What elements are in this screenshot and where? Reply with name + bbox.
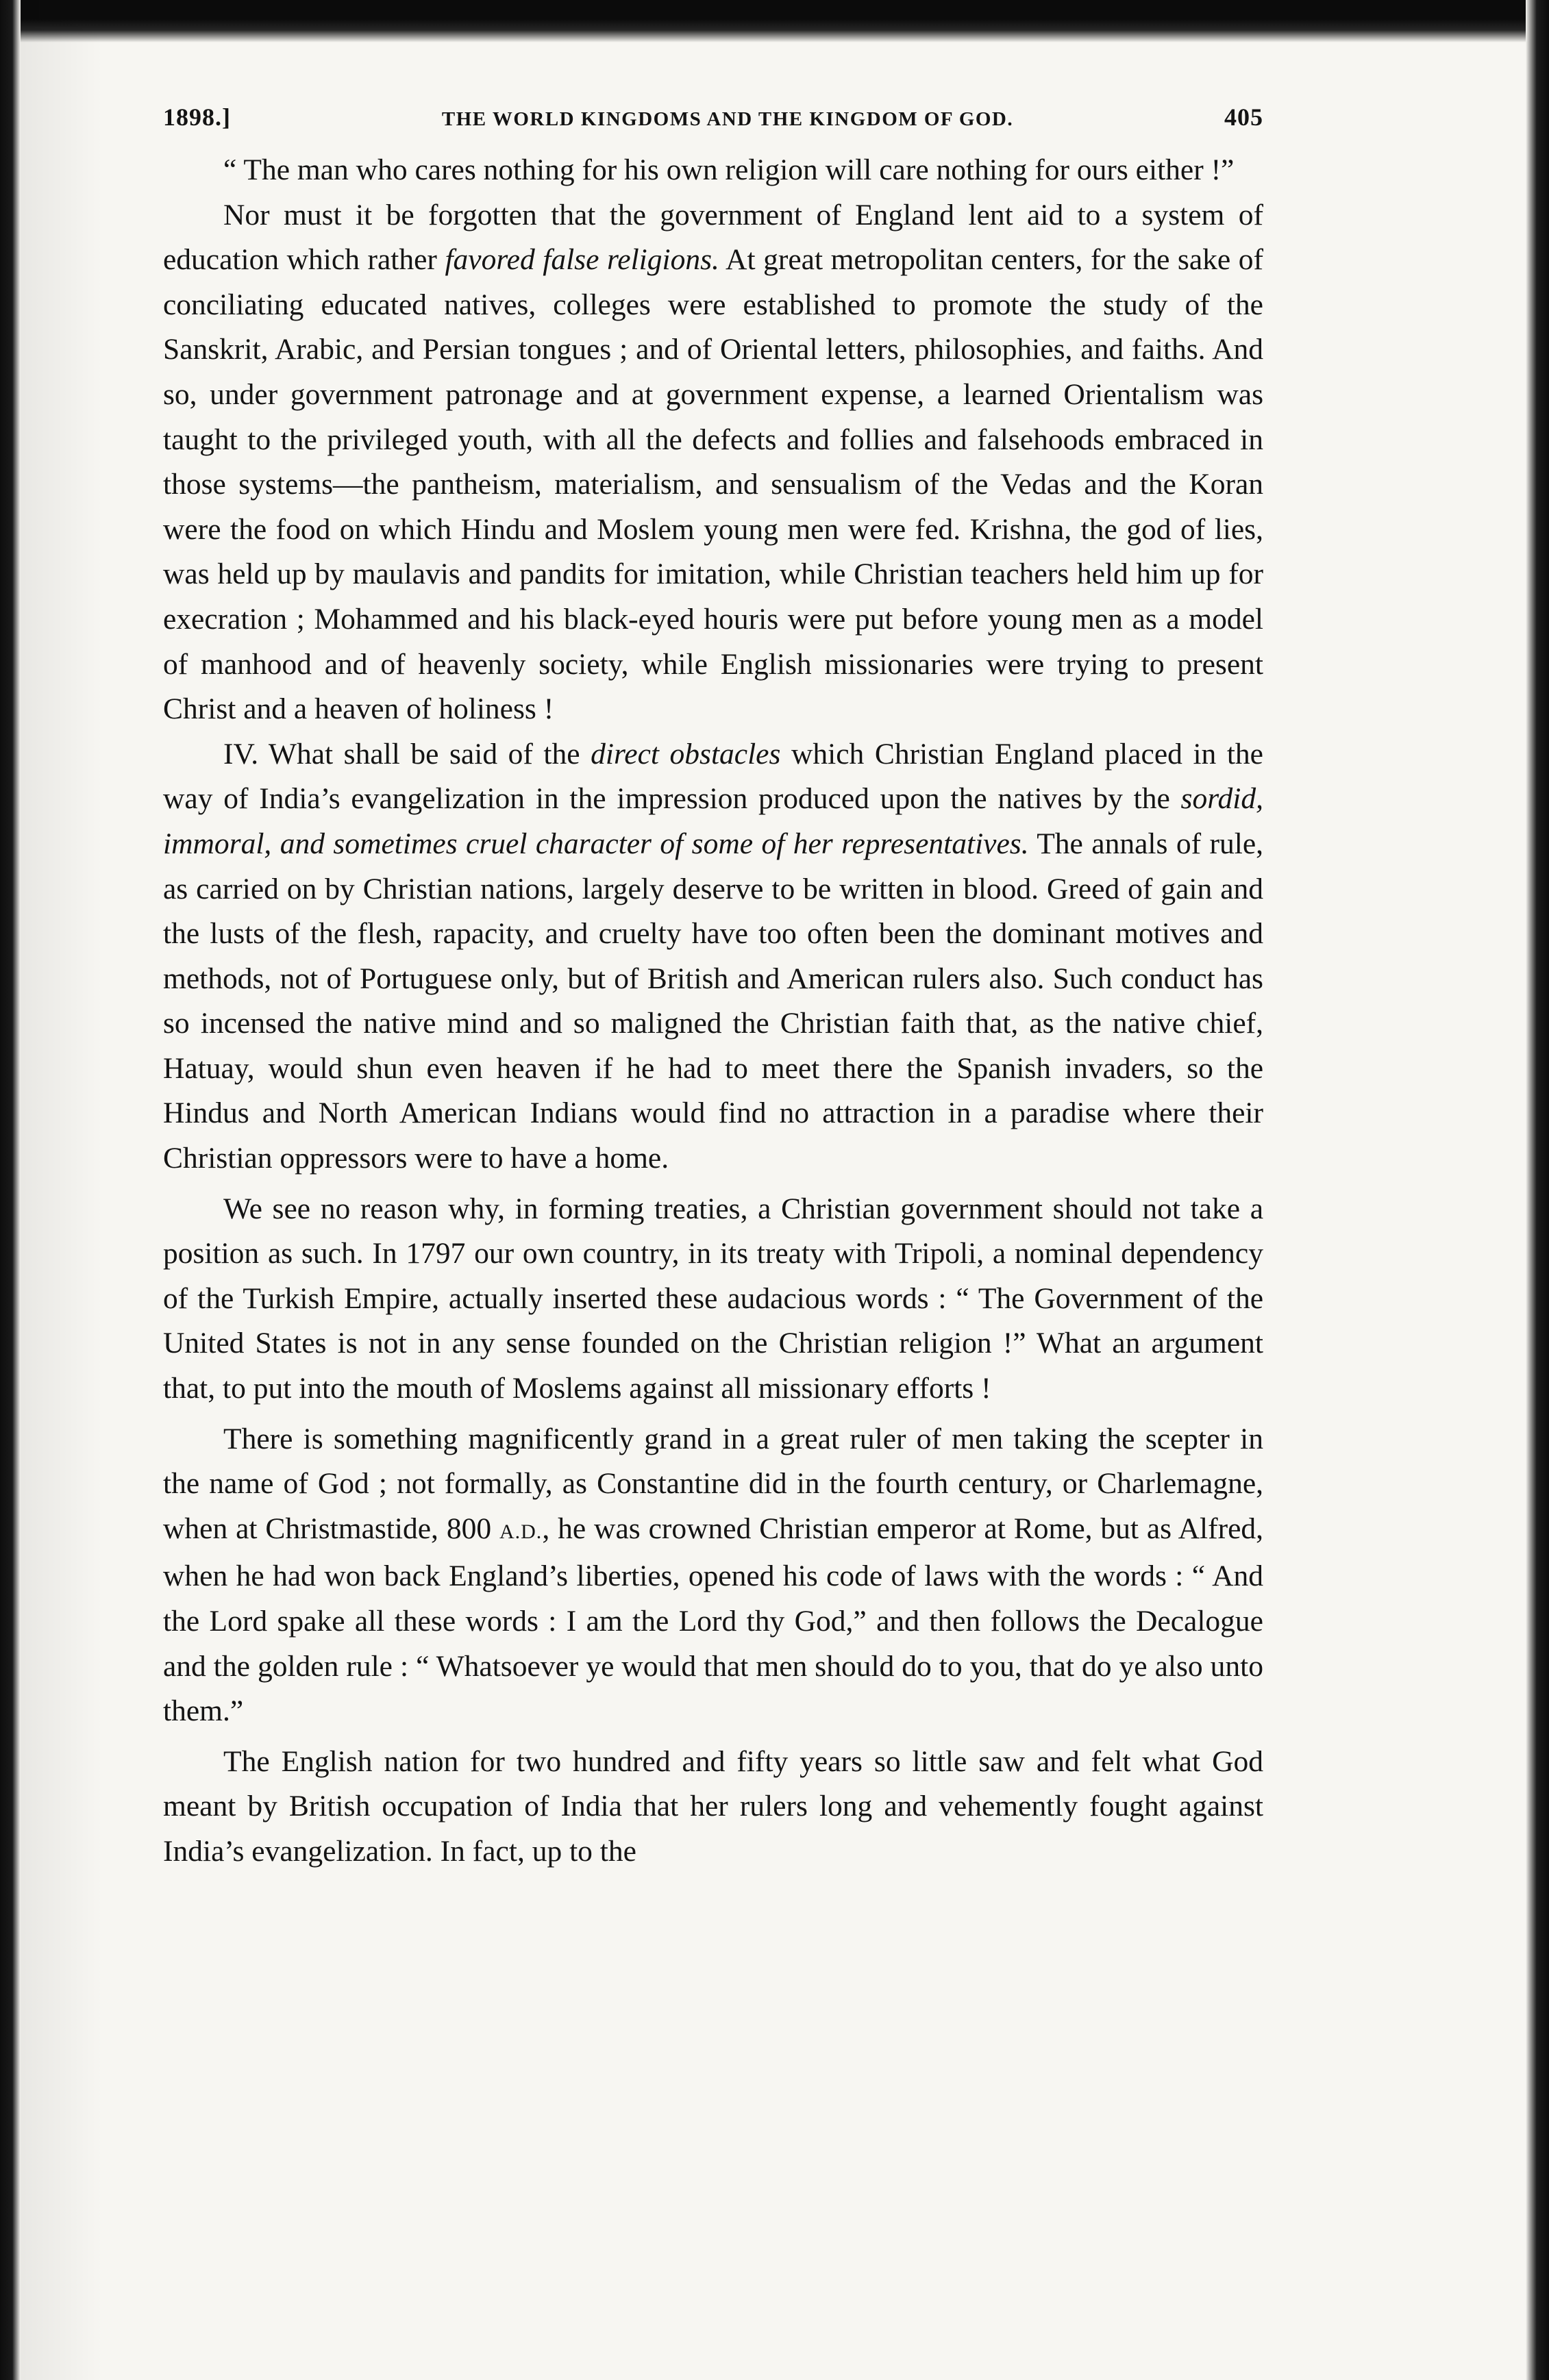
body-text <box>163 148 1263 1875</box>
scan-shadow-left <box>21 0 103 2380</box>
paragraph-6 <box>163 1740 1263 1875</box>
header-year: 1898.] <box>163 103 231 131</box>
paragraph-2-text-a: Nor must it be forgotten that the government of England lent aid to a system of education which rather <box>163 198 1263 277</box>
scan-edge-right <box>1526 0 1549 2380</box>
paragraph-2 <box>163 193 1263 732</box>
paragraph-3 <box>163 732 1263 1181</box>
paragraph-4 <box>163 1187 1263 1412</box>
book-page <box>163 103 1263 1875</box>
paragraph-1-text: “ The man who cares nothing for his own religion will care nothing for ours either !” <box>223 153 1235 186</box>
paragraph-3-italic-2: sordid, immoral, and sometimes cruel character of some of her representatives. <box>163 782 1263 860</box>
paragraph-5-text-a: There is something magnificently grand in a great ruler of men taking the scepter in the name of God ; not formally, as Constantine did in the fourth century, or Charlemagne, when at Christmastide, 800 <box>163 1422 1263 1545</box>
paragraph-3-italic-1: direct obstacles <box>591 737 781 771</box>
paragraph-5-text-c: , he was crowned Christian emperor at Rome, but as Alfred, when he had won back England’s liberties, opened his code of laws with the words : “ And the Lord spake all these words : I am the Lord thy God,” and then follows the Decalogue and the golden rule : “ Whatsoever ye would that men should do to you, that do ye also unto them.” <box>163 1512 1264 1728</box>
paragraph-3-text-c: which Christian England placed in the way of India’s evangelization in the impression produced upon the natives by the <box>163 737 1263 816</box>
page-number: 405 <box>1224 103 1263 131</box>
paragraph-4-text: We see no reason why, in forming treaties, a Christian government should not take a position as such. In 1797 our own country, in its treaty with Tripoli, a nominal dependency of the Turkish Empire, actually inserted these audacious words : “ The Government of the United States is not in any sense founded on the Christian religion !” What an argument that, to put into the mouth of Moslems against all missionary efforts ! <box>163 1192 1263 1405</box>
paragraph-5-small-caps: A.D. <box>499 1520 543 1543</box>
paragraph-2-text-c: At great metropolitan centers, for the sake of conciliating educated natives, colleges were established to promote the study of the Sanskrit, Arabic, and Persian tongues ; and of Oriental letters, philosophies, and faiths. And so, under government patronage and at government expense, a learned Orientalism was taught to the privileged youth, with all the defects and follies and falsehoods embraced in those systems—the pantheism, materialism, and sensualism of the Vedas and the Koran were the food on which Hindu and Moslem young men were fed. Krishna, the god of lies, was held up by maulavis and pandits for imitation, while Christian teachers held him up for execration ; Mohammed and his black-eyed houris were put before young men as a model of manhood and of heavenly society, while English missionaries were trying to present Christ and a heaven of holiness ! <box>163 243 1263 726</box>
running-head <box>163 103 1263 131</box>
paragraph-3-text-a: IV. What shall be said of the <box>223 737 591 771</box>
paragraph-5 <box>163 1417 1263 1734</box>
scan-edge-left <box>0 0 21 2380</box>
paragraph-2-italic: favored false religions. <box>445 243 719 277</box>
paragraph-6-text: The English nation for two hundred and fifty years so little saw and felt what God meant by British occupation of India that her rulers long and vehemently fought against India’s evangelization. In fact, up to the <box>163 1744 1263 1868</box>
paragraph-3-text-e: The annals of rule, as carried on by Christian nations, largely deserve to be written in blood. Greed of gain and the lusts of the flesh, rapacity, and cruelty have too often been the dominant motives and methods, not of Portuguese only, but of British and American rulers also. Such conduct has so incensed the native mind and so maligned the Christian faith that, as the native chief, Hatuay, would shun even heaven if he had to meet there the Spanish invaders, so the Hindus and North American Indians would find no attraction in a paradise where their Christian oppressors were to have a home. <box>163 827 1263 1175</box>
scan-edge-top <box>0 0 1549 42</box>
paragraph-1 <box>163 148 1263 193</box>
header-title: THE WORLD KINGDOMS AND THE KINGDOM OF GOD. <box>441 108 1014 130</box>
